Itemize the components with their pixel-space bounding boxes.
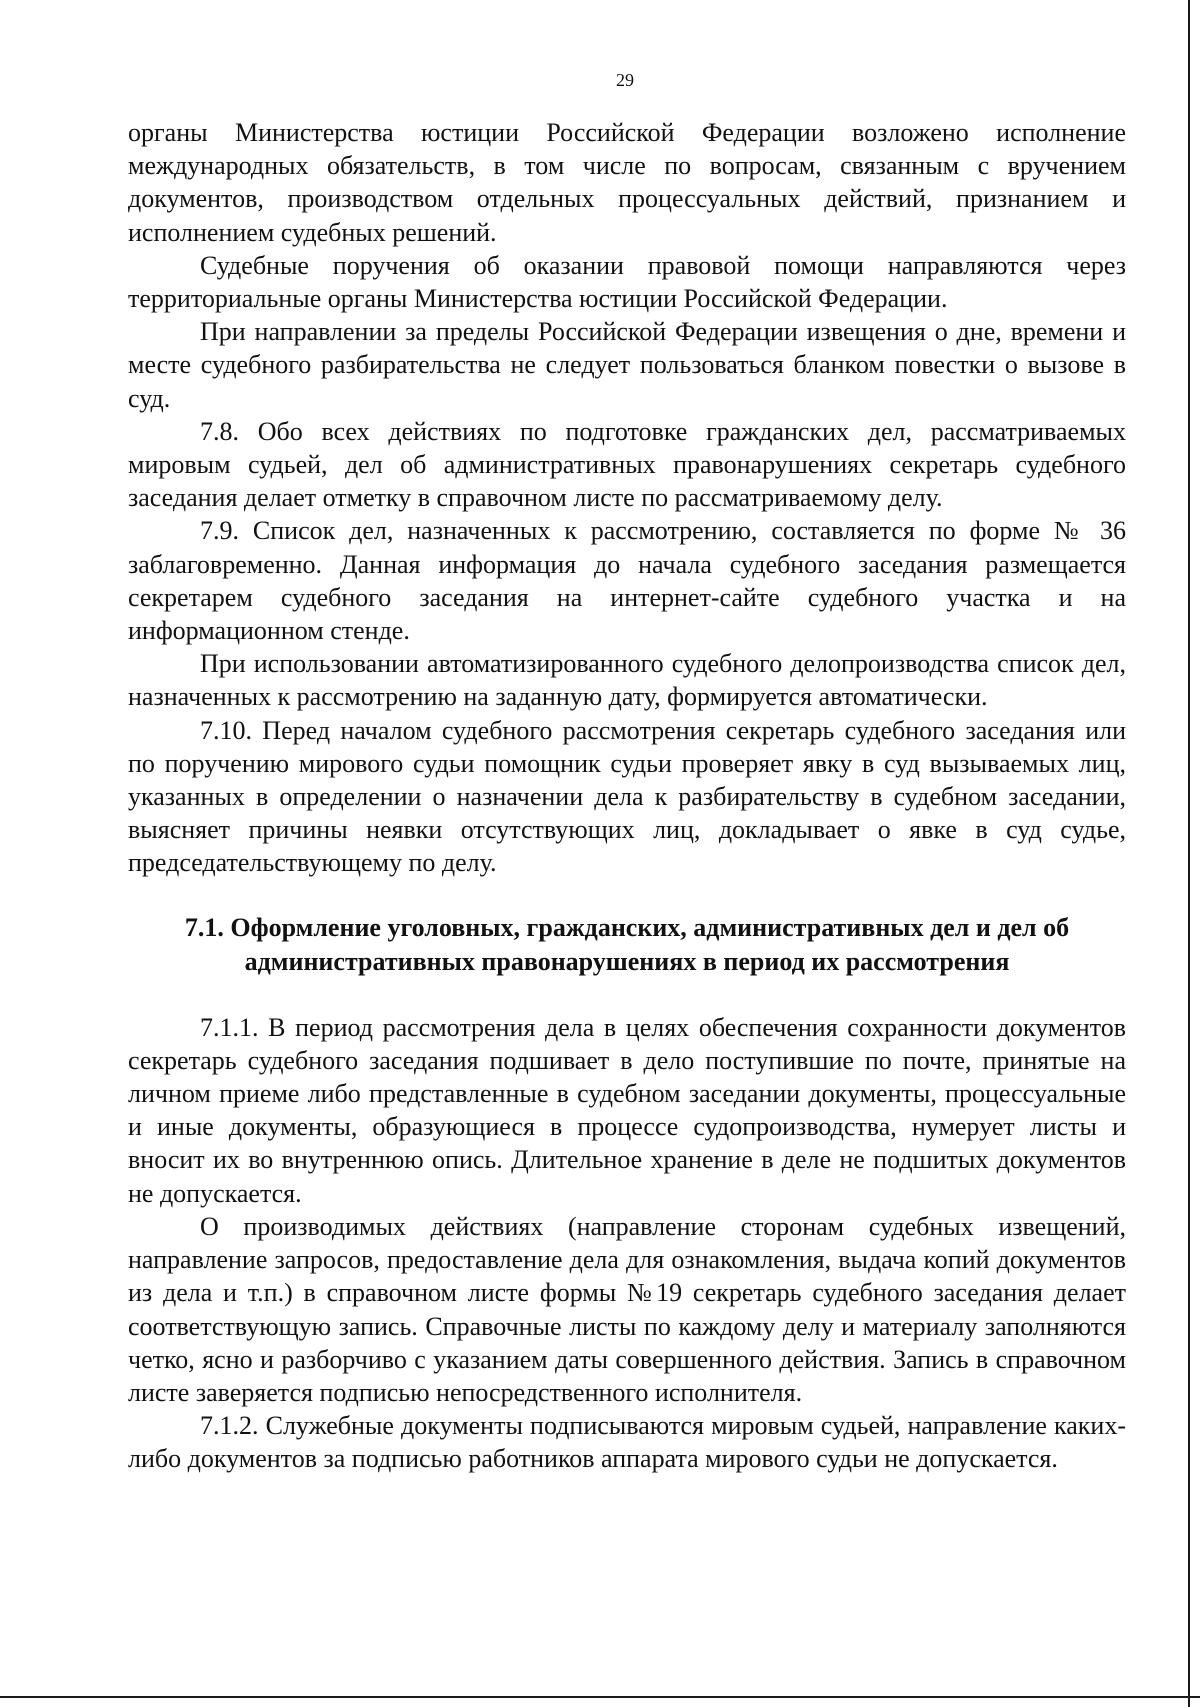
paragraph-summons-abroad: При направлении за пределы Российской Федерации извещения о дне, времени и месте судебного разбирательства не следует пользоваться бланком повестки о вызове в суд. xyxy=(128,317,1126,413)
paragraph-reference-sheet: О производимых действиях (направление сторонам судебных извещений, направление запросов, предоставление дела для ознакомления, выдача копий документов из дела и т.п.) в справочном листе формы №19 секретарь судебного заседания делает соответствующую запись. Справочные листы по каждому делу и материалу заполняются четко, ясно и разборчиво с указанием даты совершенного действия. Запись в справочном листе заверяется подписью непосредственного исполнителя. xyxy=(128,1211,1126,1407)
document-body xyxy=(128,116,1126,1476)
page-edge-right xyxy=(1188,0,1190,1707)
paragraph-legal-assistance: Судебные поручения об оказании правовой помощи направляются через территориальные органы Министерства юстиции Российской Федерации. xyxy=(128,250,1126,314)
page-number: 29 xyxy=(616,70,634,90)
page-edge-bottom xyxy=(0,1696,1200,1698)
paragraph-automation: При использовании автоматизированного судебного делопроизводства список дел, назначенных к рассмотрению на заданную дату, формируется автоматически. xyxy=(128,649,1126,712)
paragraph-7-10: 7.10. Перед началом судебного рассмотрения секретарь судебного заседания или по поручению мирового судьи помощник судьи проверяет явку в суд вызываемых лиц, указанных в определении о назначении дела к разбирательству в судебном заседании, выясняет причины неявки отсутствующих лиц, докладывает о явке в суд судье, председательствующему по делу. xyxy=(128,715,1126,878)
paragraph-7-9: 7.9. Список дел, назначенных к рассмотрению, составляется по форме № 36 заблаговременно. Данная информация до начала судебного заседания размещается секретарем судебного заседания на интернет-сайте судебного участка и на информационном стенде. xyxy=(128,516,1126,646)
section-heading-7-1: 7.1. Оформление уголовных, гражданских, административных дел и дел об административных правонарушениях в период их рассмотрения xyxy=(184,912,1070,976)
paragraph-7-8: 7.8. Обо всех действиях по подготовке гражданских дел, рассматриваемых мировым судьей, дел об административных правонарушениях секретарь судебного заседания делает отметку в справочном листе по рассматриваемому делу. xyxy=(128,416,1126,513)
paragraph-7-1-2: 7.1.2. Служебные документы подписываются мировым судьей, направление каких-либо документов за подписью работников аппарата мирового судьи не допускается. xyxy=(128,1411,1126,1474)
paragraph-continuation: органы Министерства юстиции Российской Федерации возложено исполнение международных обязательств, в том числе по вопросам, связанным с вручением документов, производством отдельных процессуальных действий, признанием и исполнением судебных решений. xyxy=(128,118,1126,247)
paragraph-7-1-1: 7.1.1. В период рассмотрения дела в целях обеспечения сохранности документов секретарь судебного заседания подшивает в дело поступившие по почте, принятые на личном приеме либо представленные в судебном заседании документы, процессуальные и иные документы, образующиеся в процессе судопроизводства, нумерует листы и вносит их во внутреннюю опись. Длительное хранение в деле не подшитых документов не допускается. xyxy=(128,1012,1126,1208)
